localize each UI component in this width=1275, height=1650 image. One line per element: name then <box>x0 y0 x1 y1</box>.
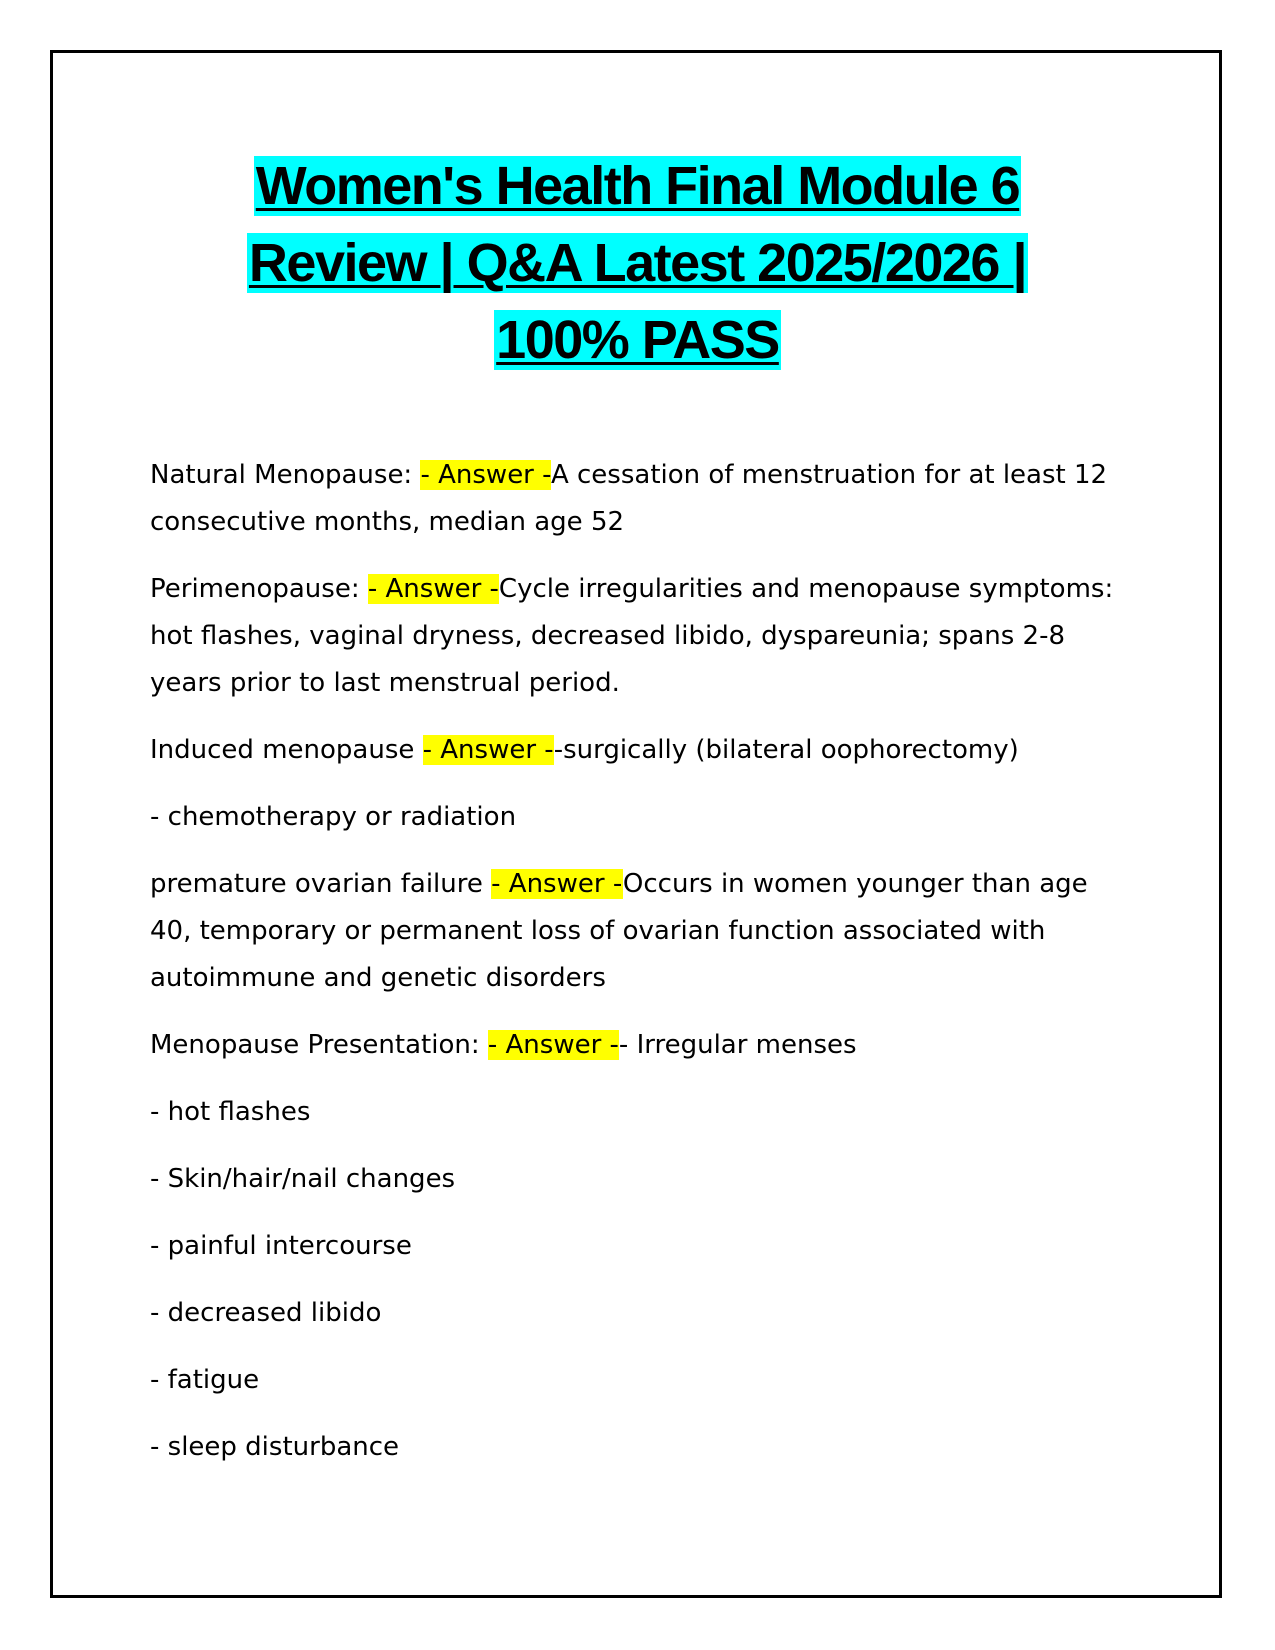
title-line-1: Women's Health Final Module 6 <box>255 156 1020 216</box>
title-line-3: 100% PASS <box>496 310 779 370</box>
answer-marker: - Answer - <box>367 574 499 604</box>
presentation-item: - fatigue <box>150 1365 260 1395</box>
qa-answer: A cessation of menstruation for at least 12 consecutive months, median age 52 <box>150 460 1108 537</box>
qa-entry-natural-menopause <box>150 452 1130 546</box>
document-title <box>0 148 1275 379</box>
qa-entry-perimenopause <box>150 566 1130 707</box>
answer-marker: - Answer - <box>420 460 551 490</box>
presentation-item: - Skin/hair/nail changes <box>150 1164 456 1194</box>
qa-answer: -surgically (bilateral oophorectomy) <box>553 735 1019 765</box>
answer-marker: - Answer - <box>487 1030 619 1060</box>
qa-term: Natural Menopause: <box>150 460 421 490</box>
qa-answer: Occurs in women younger than age 40, temporary or permanent loss of ovarian function associated with autoimmune and genetic disorders <box>150 869 1088 993</box>
presentation-item: - hot flashes <box>150 1097 311 1127</box>
title-line-2: Review | Q&A Latest 2025/2026 | <box>248 233 1027 293</box>
qa-answer: - Irregular menses <box>618 1030 857 1060</box>
qa-entry-premature-ovarian-failure <box>150 861 1130 1002</box>
presentation-item: - decreased libido <box>150 1298 382 1328</box>
qa-term: Perimenopause: <box>150 574 368 604</box>
presentation-item: - sleep disturbance <box>150 1432 400 1462</box>
qa-term: premature ovarian failure <box>150 869 492 899</box>
qa-entry-induced-menopause <box>150 727 1130 774</box>
induced-detail-item: - chemotherapy or radiation <box>150 802 517 832</box>
qa-entry-menopause-presentation <box>150 1022 1130 1069</box>
qa-term: Menopause Presentation: <box>150 1030 488 1060</box>
qa-answer: Cycle irregularities and menopause symptoms: hot flashes, vaginal dryness, decreased libido, dyspareunia; spans 2-8 years prior to last menstrual period. <box>150 574 1114 698</box>
answer-marker: - Answer - <box>491 869 623 899</box>
answer-marker: - Answer - <box>422 735 554 765</box>
qa-term: Induced menopause <box>150 735 423 765</box>
qa-content <box>150 452 1130 1491</box>
presentation-item: - painful intercourse <box>150 1231 412 1261</box>
